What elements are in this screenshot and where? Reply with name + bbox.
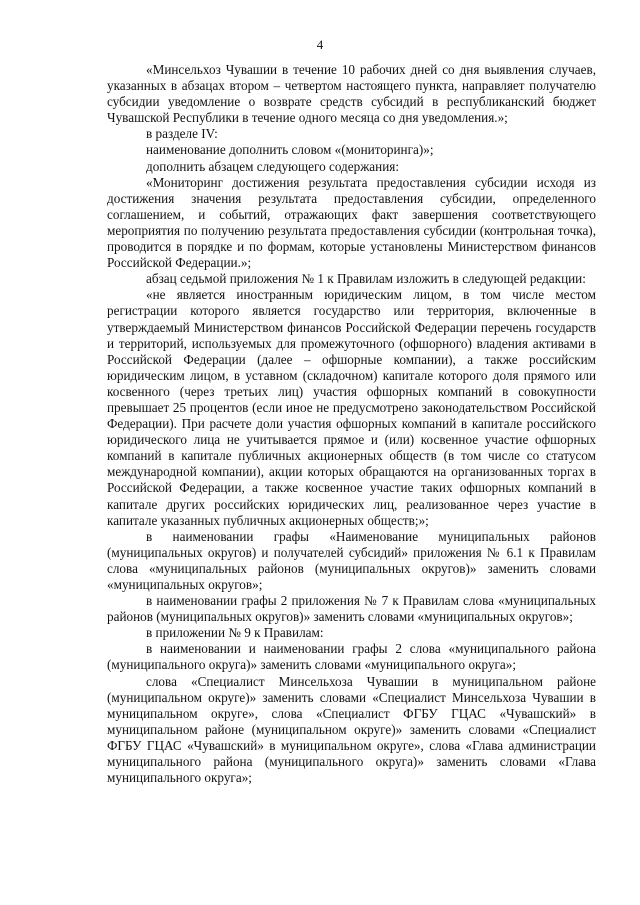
paragraph-appendix-1: абзац седьмой приложения № 1 к Правилам изложить в следующей редакции: (146, 271, 586, 287)
paragraph-offshore: «не является иностранным юридическим лицом, в том числе местом регистрации которого является государство или территория, включенные в утверждаемый Министерством финансов Российской Федерации перечень государств и территорий, используемых для промежуточного (офшорного) владения активами в Российской Федерации (далее – офшорные компании), а также российским юридическим лицом, в уставном (складочном) капитале которого доля прямого или косвенного (через третьих лиц) участия офшорных компаний в совокупности превышает 25 процентов (если иное не предусмотрено законодательством Российской Федерации). При расчете доли участия офшорных компаний в капитале российского юридического лица не учитывается прямое и (или) косвенное участие офшорных компаний в капитале публичных акционерных обществ (в том числе со статусом международной компании), акции которых обращаются на организованных торгах в Российской Федерации, а также косвенное участие таких офшорных компаний в капитале других российских юридических лиц, реализованное через участие в капитале указанных публичных акционерных обществ;»; (107, 287, 596, 528)
paragraph-appendix-6-1: в наименовании графы «Наименование муниципальных районов (муниципальных округов) и получателей субсидий» приложения № 6.1 к Правилам слова «муниципальных районов (муниципальных округов)» заменить словами «муниципальных округов»; (107, 528, 596, 592)
paragraph-appendix-9-title: в наименовании и наименовании графы 2 слова «муниципального района (муниципального округа)» заменить словами «муниципального округа»; (107, 641, 596, 673)
paragraph-refund-notice: «Минсельхоз Чувашии в течение 10 рабочих дней со дня выявления случаев, указанных в абзацах втором – четвертом настоящего пункта, направляет получателю субсидии уведомление о возврате средств субсидий в республиканский бюджет Чувашской Республики в течение одного месяца со дня уведомления.»; (107, 62, 596, 126)
paragraph-section-iv: в разделе IV: (146, 126, 218, 142)
paragraph-monitoring: «Мониторинг достижения результата предоставления субсидии исходя из достижения значения результата предоставления субсидии, определенного соглашением, и событий, отражающих факт завершения соответствующего мероприятия по получению результата предоставления субсидии (контрольная точка), проводится в порядке и по формам, которые установлены Министерством финансов Российской Федерации.»; (107, 174, 596, 271)
page-number: 4 (316, 37, 324, 52)
paragraph-appendix-7: в наименовании графы 2 приложения № 7 к Правилам слова «муниципальных районов (муниципальных округов)» заменить словами «муниципальных округов»; (107, 593, 596, 625)
document-body (107, 62, 596, 786)
paragraph-title-amendment: наименование дополнить словом «(мониторинга)»; (146, 142, 434, 158)
paragraph-add-clause: дополнить абзацем следующего содержания: (146, 158, 400, 174)
paragraph-appendix-9: в приложении № 9 к Правилам: (146, 625, 324, 641)
paragraph-appendix-9-words: слова «Специалист Минсельхоза Чувашии в муниципальном районе (муниципальном округе)» заменить словами «Специалист Минсельхоза Чувашии в муниципальном округе», слова «Специалист ФГБУ ГЦАС «Чувашский» в муниципальном районе (муниципальном округе)» заменить словами «Специалист ФГБУ ГЦАС «Чувашский» в муниципальном округе», слова «Глава администрации муниципального района (муниципального округа)» заменить словами «Глава муниципального округа»; (107, 673, 596, 786)
